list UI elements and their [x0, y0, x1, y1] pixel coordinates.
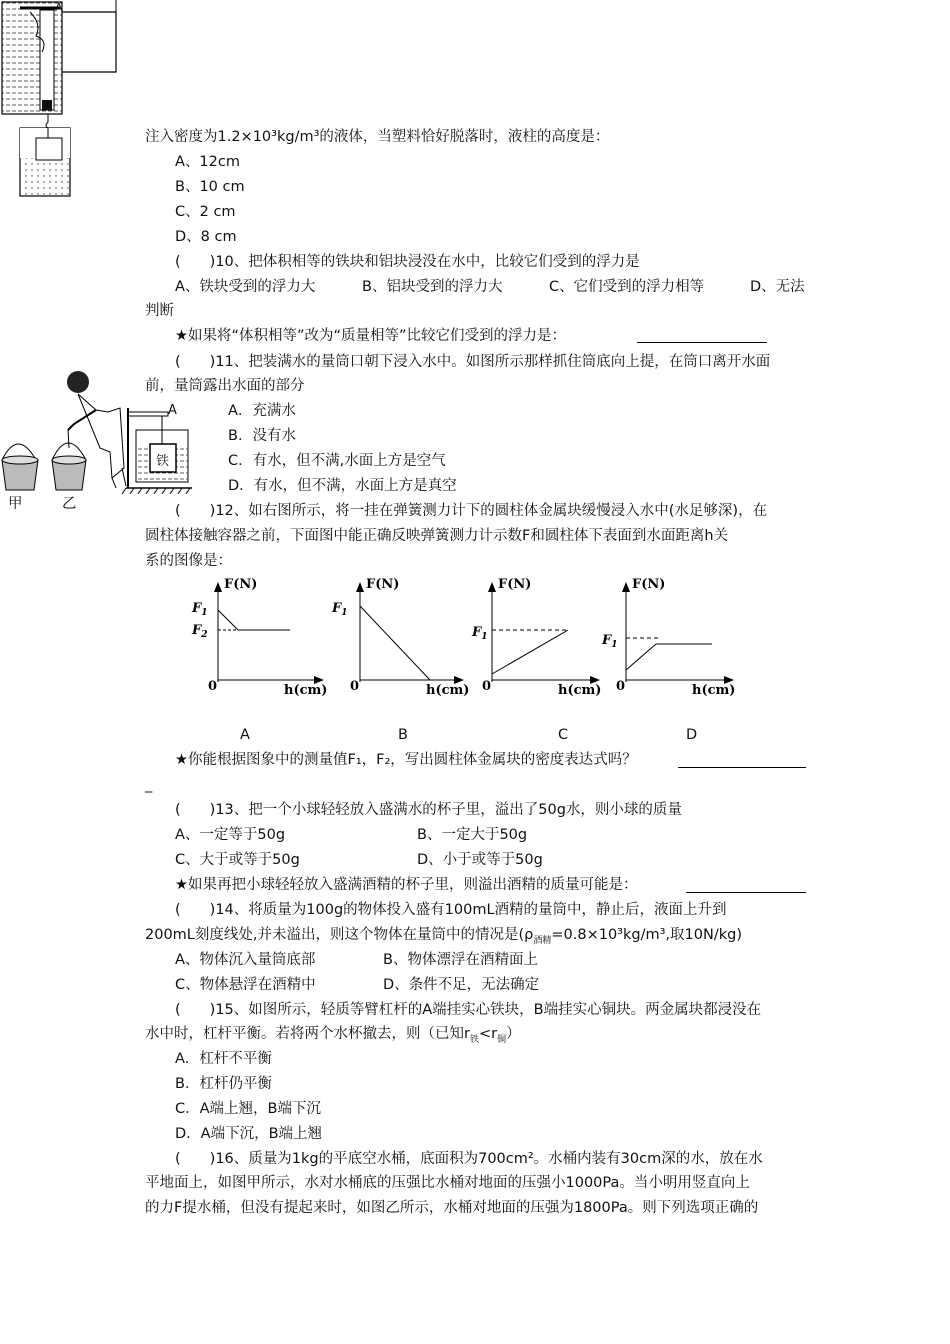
q14-stem-line2: 200mL刻度线处,并未溢出，则这个物体在量筒中的情况是($\rho_{酒精}=0.8\times 10^3kg/m^3$,取10N/kg) [145, 927, 742, 946]
q12-stem-line1: ( )12、如右图所示，将一挂在弹簧测力计下的圆柱体金属块缓慢浸入水中(水足够深)，在 [175, 503, 768, 519]
q11-stem-line2: 前，量筒露出水面的部分 [145, 378, 305, 394]
q12-graph-d-ylabel: F(N) [632, 577, 666, 592]
q12-star-continued: _ [145, 777, 153, 793]
q12-stem-line2: 圆柱体接触容器之前，下面图中能正确反映弹簧测力计示数F和圆柱体下表面到水面距离h关 [145, 528, 729, 544]
q12-graph-c [470, 574, 610, 704]
q9-intro-text: 注入密度为1.2×10³kg/m³的液体，当塑料恰好脱落时，液柱的高度是： [145, 129, 610, 145]
q11-bucket-figure [0, 368, 200, 516]
q14-option-c: C、物体悬浮在酒精中 [175, 977, 316, 993]
q14-option-b: B、物体漂浮在酒精面上 [383, 952, 538, 968]
q15-option-a: A．杠杆不平衡 [175, 1051, 272, 1067]
q11-fig-label-tie: 铁 [156, 454, 170, 469]
q11-stem-line1: ( )11、把装满水的量筒口朝下浸入水中。如图所示那样抓住筒底向上提，在筒口离开水面 [175, 354, 771, 370]
q12-graph-b-xlabel: h(cm) [426, 683, 470, 698]
q14-stem-line1: ( )14、将质量为100g的物体投入盛有100mL酒精的量筒中，静止后，液面上升到 [175, 902, 727, 918]
q13-option-c: C、大于或等于50g [175, 852, 300, 868]
q12-star-question: ★你能根据图象中的测量值F₁，F₂，写出圆柱体金属块的密度表达式吗？ [175, 752, 637, 768]
q11-option-b: B．没有水 [228, 428, 296, 444]
q13-stem: ( )13、把一个小球轻轻放入盛满水的杯子里，溢出了50g水，则小球的质量 [175, 802, 682, 818]
q13-option-a: A、一定等于50g [175, 827, 286, 843]
q12-answer-blank[interactable] [678, 767, 806, 768]
q9-option-b: B、10 cm [175, 179, 245, 195]
q12-graph-b-ylabel: F(N) [366, 577, 400, 592]
q12-graph-d [600, 574, 740, 704]
q10-option-b: B、铝块受到的浮力大 [362, 279, 503, 295]
q16-stem-line2: 平地面上，如图甲所示，水对水桶底的压强比水桶对地面的压强小1000Pa。当小明用竖直向上 [145, 1175, 750, 1191]
q10-stem: ( )10、把体积相等的铁块和铝块浸没在水中，比较它们受到的浮力是 [175, 254, 640, 270]
q13-option-b: B、一定大于50g [417, 827, 528, 843]
q11-fig-label-yi: 乙 [62, 496, 77, 512]
q12-graph-b-origin: 0 [350, 679, 360, 694]
q10-option-d: D、无法 [750, 279, 805, 295]
q10-option-d-continued: 判断 [145, 303, 174, 319]
q12-graph-c-origin: 0 [482, 679, 492, 694]
q14-option-d: D、条件不足，无法确定 [383, 977, 540, 993]
q12-graph-b-f1: $F_1$ [332, 601, 348, 618]
q12-graph-d-origin: 0 [616, 679, 626, 694]
q10-answer-blank[interactable] [637, 342, 767, 343]
q12-graph-c-xlabel: h(cm) [558, 683, 602, 698]
q10-star-question: ★如果将“体积相等”改为“质量相等”比较它们受到的浮力是： [175, 328, 567, 344]
q15-stem-line2: 水中时，杠杆平衡。若将两个水杯撤去，则（已知$r_铁<r_铜$） [145, 1026, 521, 1045]
q9-option-a: A、12cm [175, 154, 240, 170]
q12-graph-a-ylabel: F(N) [224, 577, 258, 592]
q16-stem-line1: ( )16、质量为1kg的平底空水桶，底面积为700cm²。水桶内装有30cm深的水，放在水 [175, 1151, 763, 1167]
q12-graph-b [330, 574, 470, 704]
q12-graph-d-f1: $F_1$ [602, 633, 618, 650]
q11-fig-label-a: A [168, 403, 177, 418]
q12-graph-a-f2: $F_2$ [192, 623, 208, 640]
q12-graph-c-f1: $F_1$ [472, 625, 488, 642]
q15-option-d: D．A端下沉，B端上翘 [175, 1126, 323, 1142]
q11-fig-label-jia: 甲 [8, 496, 23, 512]
q11-option-d: D．有水，但不满，水面上方是真空 [228, 478, 457, 494]
q12-graph-c-ylabel: F(N) [498, 577, 532, 592]
q10-option-c: C、它们受到的浮力相等 [549, 279, 705, 295]
q15-stem-line1: ( )15、如图所示，轻质等臂杠杆的A端挂实心铁块，B端挂实心铜块。两金属块都浸没在 [175, 1002, 762, 1018]
q12-graph-d-xlabel: h(cm) [692, 683, 736, 698]
q13-option-d: D、小于或等于50g [417, 852, 543, 868]
q9-option-c: C、2 cm [175, 204, 236, 220]
q12-choice-label-d: D [686, 727, 698, 743]
top-figure-label-a: A [55, 1, 63, 14]
q11-option-c: C．有水，但不满,水面上方是空气 [228, 453, 446, 469]
q12-graph-a-origin: 0 [208, 679, 218, 694]
q12-stem-line3: 系的图像是： [145, 553, 232, 569]
q13-answer-blank[interactable] [686, 892, 806, 893]
top-left-apparatus-figure [0, 0, 130, 200]
q14-option-a: A、物体沉入量筒底部 [175, 952, 316, 968]
q12-graph-a-xlabel: h(cm) [284, 683, 328, 698]
q11-option-a: A．充满水 [228, 403, 296, 419]
q12-choice-label-a: A [240, 727, 250, 743]
q12-choice-label-c: C [558, 727, 569, 743]
q12-choice-label-b: B [398, 727, 408, 743]
q12-graph-a-f1: $F_1$ [192, 601, 208, 618]
q12-graph-a [190, 574, 330, 704]
q13-star-question: ★如果再把小球轻轻放入盛满酒精的杯子里，则溢出酒精的质量可能是： [175, 877, 638, 893]
q15-option-c: C．A端上翘，B端下沉 [175, 1101, 321, 1117]
q15-option-b: B．杠杆仍平衡 [175, 1076, 272, 1092]
q10-option-a: A、铁块受到的浮力大 [175, 279, 316, 295]
q16-stem-line3: 的力F提水桶，但没有提起来时，如图乙所示，水桶对地面的压强为1800Pa。则下列选项正确的 [145, 1200, 759, 1216]
q9-option-d: D、8 cm [175, 229, 237, 245]
